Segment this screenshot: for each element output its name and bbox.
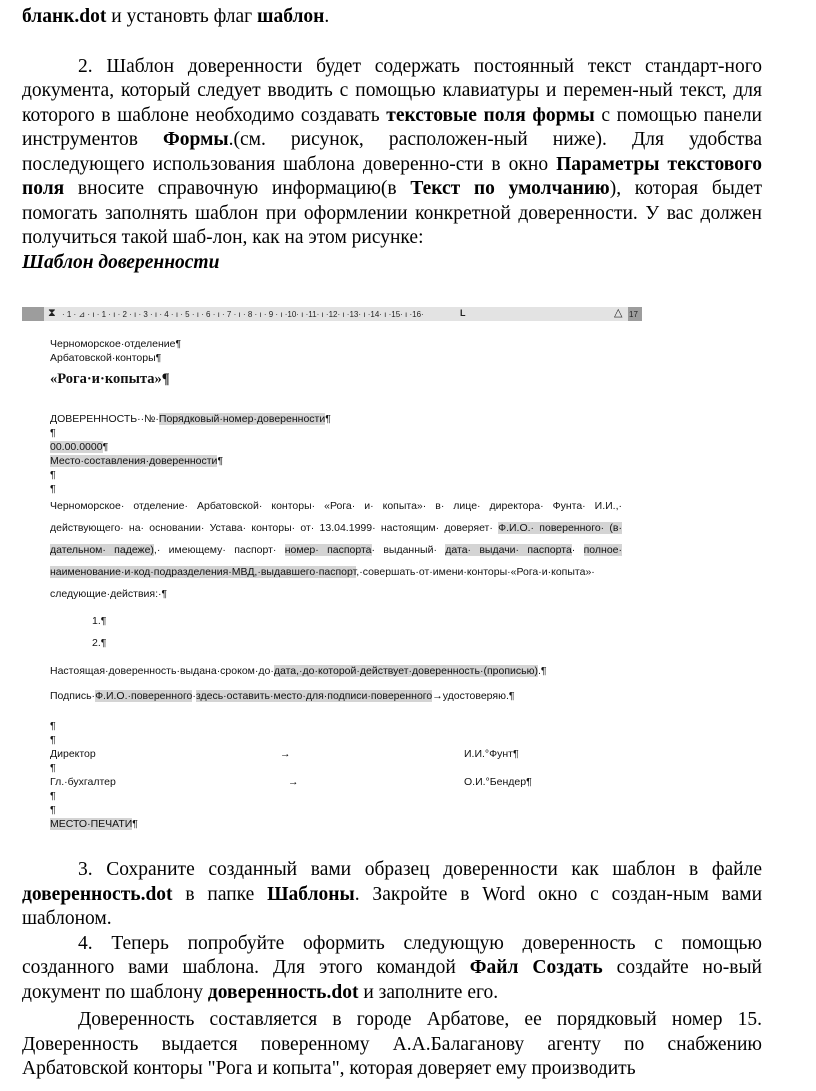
- signature-line: Подпись·Ф.И.О.·поверенного·здесь·оставить·место·для·подписи·поверенного→удостоверяю.¶: [50, 690, 515, 702]
- word-ruler[interactable]: [22, 307, 642, 321]
- date-form-field[interactable]: 00.00.0000: [50, 441, 103, 453]
- passport-date-form-field[interactable]: дата· выдачи· паспорта: [445, 544, 572, 556]
- number-form-field[interactable]: Порядковый·номер·доверенности: [158, 413, 326, 425]
- flag-template: шаблон: [257, 6, 325, 27]
- term-form-field[interactable]: дата,·до·которой·действует·доверенность·(прописью): [273, 665, 538, 677]
- figure-caption: Шаблон доверенности: [22, 251, 220, 273]
- stamp-line: МЕСТО·ПЕЧАТИ¶: [50, 818, 138, 830]
- signature-form-field[interactable]: здесь·оставить·место·для·подписи·поверенного: [195, 690, 433, 702]
- sign-fio-form-field[interactable]: Ф.И.О.·поверенного: [95, 690, 193, 702]
- document-body: [22, 0, 762, 275]
- org-line-2: Арбатовской·конторы¶: [50, 352, 162, 364]
- director-line: Директор → И.И.°Фунт¶: [50, 748, 519, 760]
- main-text: Черноморское· отделение· Арбатовской· конторы· «Рога· и· копыта»· в· лице· директора· Фунта· И.И.,· действующего· на· основании· Устава· конторы· от· 13.04.1999· настоящим· доверяет· Ф.И.О.· поверенного· (в· дательном· падеже),· имеющему· паспорт· номер· паспорта· выданный· дата· выдачи· паспорта· полное· наименование·и·код·подразделения·МВД,·выдавшего·паспорт,·совершать·от·имени·конторы·«Рога·и·копыта»· следующие·действия:·¶: [50, 500, 623, 600]
- paragraph-4: 4. Теперь попробуйте оформить следующую доверенность с помощью созданного вами шаблона. Для этого командой Файл Создать создайте но-вый документ по шаблону доверенность.dot и заполните его.: [22, 932, 762, 1003]
- tab-arrow-icon: →: [288, 776, 299, 788]
- document-body-lower: [22, 858, 762, 1082]
- intro-line: бланк.dot и установть флаг шаблон.: [22, 6, 330, 27]
- date-line: 00.00.0000¶: [50, 441, 109, 453]
- template-sample: Черноморское·отделение¶ Арбатовской·конторы¶ «Рога·и·копыта»¶ ДОВЕРЕННОСТЬ··№·Порядковый·номер·доверенности¶ ¶ 00.00.0000¶ Место·составления·доверенности¶ ¶ ¶ Черноморское· отделение· Арбатовской· конторы· «Рога· и· копыта»· в· лице· директора· Фунта· И.И.,· действующего· на· основании· Устава· конторы· от· 13.04.1999· настоящим· доверяет· Ф.И.О.· поверенного· (в· дательном· падеже),· имеющему· паспорт· номер· паспорта· выданный· дата· выдачи· паспорта· полное· наименование·и·код·подразделения·МВД,·выдавшего·паспорт,·совершать·от·имени·конторы·«Рога·и·копыта»· следующие·действия:·¶ 1.¶ 2.¶ Настоящая·доверенность·выдана·сроком·до·дата,·до·которой·действует·доверенность·(прописью).¶ Подпись·Ф.И.О.·поверенного·здесь·оставить·место·для·подписи·поверенного→удостоверяю.¶ ¶ ¶ Директор → И.И.°Фунт¶ ¶ Гл.·бухгалтер → О.И.°Бендер¶ ¶ ¶ МЕСТО·ПЕЧАТИ¶: [50, 338, 623, 830]
- tab-stop-icon[interactable]: L: [460, 308, 466, 318]
- ruler-end-number: 17: [629, 310, 638, 319]
- paragraph-5: Доверенность составляется в городе Арбатове, ее порядковый номер 15. Доверенность выдается поверенному А.А.Балаганову агенту по снабжению Арбатовской конторы "Рога и копыта", которая доверяет ему производить: [22, 1009, 762, 1079]
- ruler-ticks: · 1 · ⊿ · ı · 1 · ı · 2 · ı · 3 · ı · 4 · ı · 5 · ı · 6 · ı · 7 · ı · 8 · ı · 9 · ı ·10· ı ·11· ı ·12· ı ·13· ı ·14· ı ·15· ı ·16·: [62, 310, 424, 319]
- company-name: «Рога·и·копыта»¶: [50, 371, 170, 387]
- tab-arrow-icon: →: [280, 748, 291, 760]
- indent-marker-icon[interactable]: ⧗: [48, 307, 56, 319]
- fio-form-field[interactable]: Ф.И.О.· поверенного· (в· дательном· падеже): [50, 522, 622, 556]
- passport-form-field[interactable]: номер· паспорта: [284, 544, 372, 556]
- right-indent-icon[interactable]: △: [614, 307, 623, 319]
- org-line-1: Черноморское·отделение¶: [50, 338, 182, 350]
- term-line: Настоящая·доверенность·выдана·сроком·до·дата,·до·которой·действует·доверенность·(прописью).¶: [50, 665, 547, 677]
- mvd-form-field[interactable]: полное· наименование·и·код·подразделения·МВД,·выдавшего·паспорт: [50, 544, 623, 578]
- stamp-form-field[interactable]: МЕСТО·ПЕЧАТИ: [50, 818, 133, 830]
- paragraph-2: 2. Шаблон доверенности будет содержать постоянный текст стандарт-ного документа, который следует вводить с помощью клавиатуры и перемен-ный текст, для которого в шаблоне необходимо создавать текстовые поля формы с помощью панели инструментов Формы.(см. рисунок, расположен-ный ниже). Для удобства последующего использования шаблона доверенно-сти в окно Параметры текстового поля вносите справочную информацию(в Текст по умолчанию), которая быдет помогать заполнять шаблон при оформлении конкретной доверенности. У вас должен получиться такой шаб-лон, как на этом рисунке:: [22, 55, 763, 248]
- paragraph-3: 3. Сохраните созданный вами образец доверенности как шаблон в файле доверенность.dot в папке Шаблоны. Закройте в Word окно с создан-ным вами шаблоном.: [22, 859, 763, 929]
- ruler-left-margin: [22, 307, 44, 321]
- filename-blank: бланк.dot: [22, 6, 107, 27]
- list-item-1: 1.¶: [92, 615, 107, 627]
- place-line: Место·составления·доверенности¶: [50, 455, 224, 467]
- doc-number-line: ДОВЕРЕННОСТЬ··№·Порядковый·номер·доверенности¶: [50, 413, 331, 425]
- place-form-field[interactable]: Место·составления·доверенности: [50, 455, 218, 467]
- accountant-line: Гл.·бухгалтер → О.И.°Бендер¶: [50, 776, 532, 788]
- list-item-2: 2.¶: [92, 637, 107, 649]
